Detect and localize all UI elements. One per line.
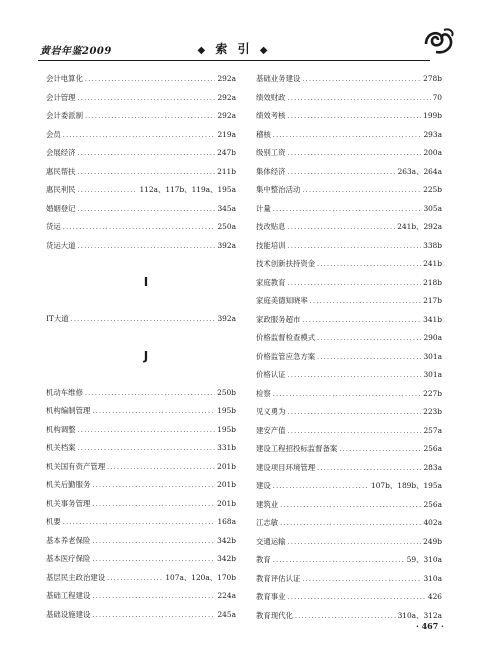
page-reference: 247b xyxy=(217,148,236,157)
page-reference: 278b xyxy=(423,74,442,83)
index-term: 计量 xyxy=(256,203,271,213)
index-entry xyxy=(46,569,236,588)
index-entry xyxy=(46,218,236,237)
page-reference: 201b xyxy=(217,498,236,508)
page-reference: 310a、312a xyxy=(397,610,442,620)
page-reference: 345a xyxy=(217,203,236,213)
dot-leader xyxy=(302,71,421,90)
index-entry xyxy=(46,513,236,532)
decorative-swirl-icon xyxy=(422,26,456,56)
dot-leader xyxy=(288,275,422,294)
index-entry xyxy=(46,144,236,163)
page-reference: 426 xyxy=(427,592,442,601)
dot-leader xyxy=(273,201,422,220)
index-term: 教育现代化 xyxy=(256,610,293,620)
index-term: 会计电算化 xyxy=(46,74,83,83)
dot-leader xyxy=(273,386,421,405)
dot-leader xyxy=(92,533,215,552)
page-reference: 59、310a xyxy=(406,555,442,564)
dot-leader xyxy=(92,477,215,496)
dot-leader xyxy=(92,607,215,626)
entries-j-continued xyxy=(256,70,442,625)
dot-leader xyxy=(78,201,216,220)
index-term: 惠民帮扶 xyxy=(46,166,76,176)
dot-leader xyxy=(273,478,369,497)
index-entry xyxy=(256,551,442,570)
index-term: 机构调整 xyxy=(46,424,76,434)
index-term: 家庭美德知晓率 xyxy=(256,296,308,305)
index-entry xyxy=(46,200,236,219)
index-entry xyxy=(256,237,442,256)
page-reference: 195b xyxy=(217,406,236,415)
dot-leader xyxy=(288,238,422,257)
page-reference: 301a xyxy=(423,351,442,361)
index-entry xyxy=(46,421,236,440)
index-entry xyxy=(256,144,442,163)
page-reference: 218b xyxy=(423,277,442,287)
page-reference: 211b xyxy=(217,166,236,176)
diamond-right-icon: ◆ xyxy=(259,45,271,56)
index-term: 家政服务超市 xyxy=(256,314,301,324)
dot-leader xyxy=(78,440,216,459)
index-entry xyxy=(46,439,236,458)
dot-leader xyxy=(280,515,421,534)
dot-leader xyxy=(288,164,396,183)
dot-leader xyxy=(317,256,421,275)
index-term: 建筑业 xyxy=(256,499,279,509)
index-entry xyxy=(46,107,236,126)
index-term: 基础工程建设 xyxy=(46,591,91,600)
page-reference: 107b、189b、195a xyxy=(371,481,442,490)
index-entry xyxy=(256,255,442,274)
index-term: 货运大道 xyxy=(46,240,76,250)
page-reference: 342b xyxy=(217,554,236,563)
index-term: 集体经济 xyxy=(256,166,286,176)
index-entry xyxy=(46,70,236,89)
page-reference: 250b xyxy=(217,387,236,397)
dot-leader xyxy=(302,182,421,201)
index-term: 基础业务建设 xyxy=(256,74,301,83)
index-entry xyxy=(256,496,442,515)
page-reference: 292a xyxy=(217,92,236,102)
page-reference: 263a、264a xyxy=(397,166,442,176)
index-entry xyxy=(256,385,442,404)
page-reference: 195b xyxy=(217,424,236,434)
page-reference: 112a、117b、119a、195a xyxy=(139,185,236,194)
index-entry xyxy=(256,292,442,311)
index-entry xyxy=(256,163,442,182)
running-header xyxy=(38,38,430,61)
dot-leader xyxy=(288,589,426,608)
dot-leader xyxy=(302,312,421,331)
index-entry xyxy=(46,458,236,477)
dot-leader xyxy=(302,571,421,590)
page-reference: 293a xyxy=(423,129,442,139)
index-entry xyxy=(256,181,442,200)
dot-leader xyxy=(317,460,421,479)
dot-leader xyxy=(288,108,422,127)
index-entry xyxy=(256,588,442,607)
index-entry xyxy=(256,514,442,533)
dot-leader xyxy=(288,534,422,553)
index-column-left xyxy=(46,70,236,624)
index-term: 会员 xyxy=(46,129,61,139)
index-term: 建设工程招投标监督备案 xyxy=(256,444,338,453)
index-term: 建设 xyxy=(256,481,271,490)
dot-leader xyxy=(78,182,138,201)
dot-leader xyxy=(317,330,421,349)
page-reference: 342b xyxy=(217,535,236,545)
page-reference: 256a xyxy=(423,444,442,453)
index-term: 家庭教育 xyxy=(256,277,286,287)
dot-leader xyxy=(339,441,421,460)
page-reference: 392a xyxy=(217,314,236,323)
page-reference: 241b、292a xyxy=(397,222,442,231)
index-term: 机关后勤服务 xyxy=(46,480,91,489)
index-entry xyxy=(46,550,236,569)
dot-leader xyxy=(288,367,422,386)
entries-j-group xyxy=(46,384,236,625)
page-reference: 392a xyxy=(217,240,236,250)
index-entry xyxy=(46,237,236,256)
index-term: 婚姻登记 xyxy=(46,203,76,213)
index-term: 机关事务管理 xyxy=(46,498,91,508)
dot-leader xyxy=(63,514,216,533)
page-reference: 331b xyxy=(217,443,236,452)
index-term: 稽核 xyxy=(256,129,271,139)
index-entry xyxy=(46,310,236,329)
dot-leader xyxy=(317,349,421,368)
index-term: 会计委派制 xyxy=(46,111,83,120)
page-number: · 467 · xyxy=(416,621,444,631)
index-entry xyxy=(256,70,442,89)
index-term: 惠民利民 xyxy=(46,185,76,194)
page-reference: 341b xyxy=(423,314,442,324)
dot-leader xyxy=(288,145,422,164)
section-title xyxy=(38,40,430,57)
page-reference: 223b xyxy=(423,407,442,416)
index-term: 见义勇为 xyxy=(256,407,286,416)
index-entry xyxy=(256,570,442,589)
page-reference: 227b xyxy=(423,388,442,398)
index-entry xyxy=(256,311,442,330)
dot-leader xyxy=(107,570,163,589)
dot-leader xyxy=(92,588,215,607)
entries-i-group xyxy=(46,310,236,329)
index-entry xyxy=(256,200,442,219)
index-term: 价格监管应急方案 xyxy=(256,351,316,361)
index-entry xyxy=(256,403,442,422)
index-entry xyxy=(46,476,236,495)
dot-leader xyxy=(92,496,215,515)
index-term: 级别工资 xyxy=(256,148,286,157)
page-reference: 201b xyxy=(217,480,236,489)
index-term: 教育评估认证 xyxy=(256,573,301,583)
index-entry xyxy=(256,459,442,478)
index-term: 教育 xyxy=(256,555,271,564)
index-entry xyxy=(256,533,442,552)
index-entry xyxy=(256,89,442,108)
index-entry xyxy=(256,126,442,145)
index-term: 基本医疗保险 xyxy=(46,554,91,563)
index-term: 检察 xyxy=(256,388,271,398)
index-entry xyxy=(256,348,442,367)
page-reference: 219a xyxy=(217,129,236,139)
page-reference: 199b xyxy=(423,111,442,120)
page-reference: 70 xyxy=(432,92,442,102)
page-reference: 338b xyxy=(423,240,442,250)
index-term: 会计管理 xyxy=(46,92,76,102)
index-term: IT大道 xyxy=(46,314,69,323)
index-term: 建设项目环境管理 xyxy=(256,462,316,472)
page-reference: 107a、120a、170b xyxy=(165,572,236,582)
index-term: 技术创新扶持资金 xyxy=(256,259,316,268)
index-term: 江志敏 xyxy=(256,518,279,527)
index-entry xyxy=(46,606,236,625)
index-entry xyxy=(46,532,236,551)
index-entry xyxy=(256,477,442,496)
dot-leader xyxy=(295,608,396,627)
index-entry xyxy=(256,607,442,626)
yearbook-title: 黄岩年鉴2009 xyxy=(40,46,112,57)
page-reference: 402a xyxy=(423,518,442,527)
index-entry xyxy=(46,402,236,421)
index-entry xyxy=(256,366,442,385)
entries-h-group xyxy=(46,70,236,255)
index-term: 机关国有资产管理 xyxy=(46,461,106,471)
index-term: 教育事业 xyxy=(256,592,286,601)
dot-leader xyxy=(280,497,421,516)
page-reference: 241b xyxy=(423,259,442,268)
dot-leader xyxy=(85,385,215,404)
index-term: 机动车维修 xyxy=(46,387,83,397)
index-entry xyxy=(256,440,442,459)
dot-leader xyxy=(63,127,216,146)
dot-leader xyxy=(310,293,421,312)
index-entry xyxy=(256,218,442,237)
dot-leader xyxy=(71,311,216,330)
page-reference: 224a xyxy=(217,591,236,600)
dot-leader xyxy=(288,219,396,238)
page-reference: 245a xyxy=(217,609,236,619)
index-term: 绩效财政 xyxy=(256,92,286,102)
dot-leader xyxy=(288,404,422,423)
index-entry xyxy=(46,89,236,108)
index-term: 机关档案 xyxy=(46,443,76,452)
index-entry xyxy=(256,274,442,293)
dot-leader xyxy=(78,422,216,441)
index-term: 交通运输 xyxy=(256,536,286,546)
page-reference: 200a xyxy=(423,148,442,157)
index-term: 价格认证 xyxy=(256,370,286,379)
dot-leader xyxy=(92,403,215,422)
index-entry xyxy=(46,181,236,200)
dot-leader xyxy=(63,219,216,238)
section-title-text: 索 引 xyxy=(215,42,253,56)
index-entry xyxy=(46,495,236,514)
index-term: 货运 xyxy=(46,222,61,231)
page-reference: 257a xyxy=(423,425,442,435)
index-term: 价格监督检查模式 xyxy=(256,333,316,342)
page-reference: 310a xyxy=(423,573,442,583)
dot-leader xyxy=(78,145,216,164)
dot-leader xyxy=(78,90,216,109)
index-term: 机构编制管理 xyxy=(46,406,91,415)
index-term: 集中整治活动 xyxy=(256,185,301,194)
index-term: 会展经济 xyxy=(46,148,76,157)
index-term: 机要 xyxy=(46,517,61,526)
index-entry xyxy=(46,126,236,145)
page-reference: 283a xyxy=(423,462,442,472)
page-reference: 290a xyxy=(423,333,442,342)
index-term: 基础设施建设 xyxy=(46,609,91,619)
index-entry xyxy=(256,422,442,441)
page-reference: 305a xyxy=(423,203,442,213)
diamond-left-icon: ◆ xyxy=(197,45,209,56)
index-entry xyxy=(256,329,442,348)
index-entry xyxy=(256,107,442,126)
page-reference: 250a xyxy=(217,222,236,231)
page-reference: 292a xyxy=(217,74,236,83)
index-entry xyxy=(46,384,236,403)
page-reference: 292a xyxy=(217,111,236,120)
index-term: 绩效考核 xyxy=(256,111,286,120)
section-letter-i: I xyxy=(143,275,149,289)
index-term: 建安产值 xyxy=(256,425,286,435)
page-reference: 249b xyxy=(423,536,442,546)
dot-leader xyxy=(85,108,216,127)
page-reference: 217b xyxy=(423,296,442,305)
dot-leader xyxy=(107,459,215,478)
page-reference: 301a xyxy=(423,370,442,379)
index-term: 基层民主政治建设 xyxy=(46,572,106,582)
index-term: 技能培训 xyxy=(256,240,286,250)
index-term: 技改贴息 xyxy=(256,222,286,231)
index-term: 基本养老保险 xyxy=(46,535,91,545)
index-column-right xyxy=(256,70,442,625)
page-reference: 168a xyxy=(217,517,236,526)
index-entry xyxy=(46,587,236,606)
index-entry xyxy=(46,163,236,182)
dot-leader xyxy=(78,164,216,183)
section-letter-j: J xyxy=(143,348,149,363)
dot-leader xyxy=(85,71,216,90)
dot-leader xyxy=(273,552,405,571)
dot-leader xyxy=(92,551,215,570)
dot-leader xyxy=(78,238,216,257)
page-reference: 225b xyxy=(423,185,442,194)
dot-leader xyxy=(288,90,431,109)
page-reference: 256a xyxy=(423,499,442,509)
dot-leader xyxy=(288,423,422,442)
dot-leader xyxy=(273,127,422,146)
page-reference: 201b xyxy=(217,461,236,471)
